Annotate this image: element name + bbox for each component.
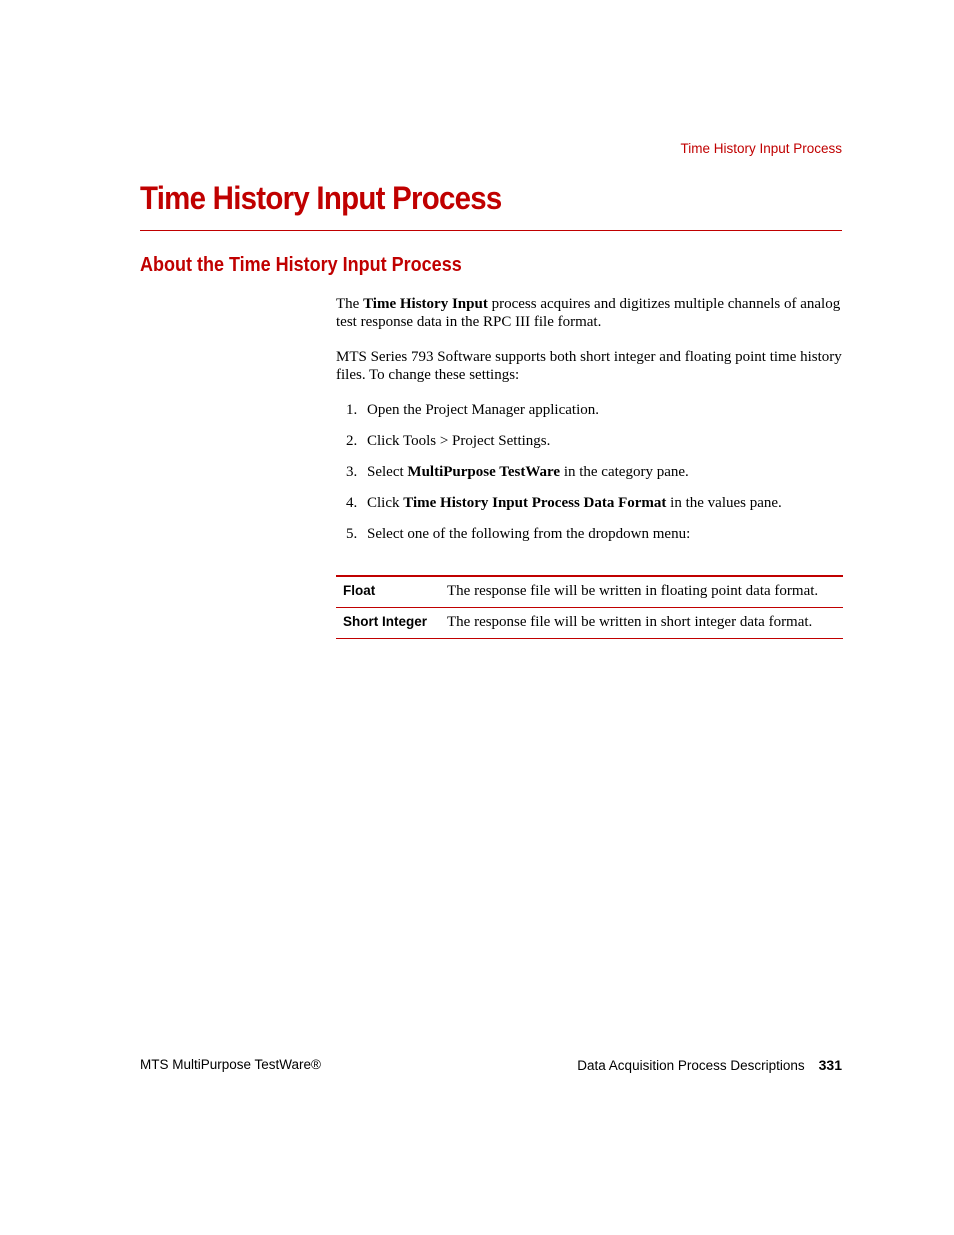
- option-description: The response file will be written in floating point data format.: [447, 583, 819, 599]
- step-text-pre: Select: [367, 464, 408, 480]
- step-text-pre: Open the Project Manager application.: [367, 402, 600, 418]
- intro-paragraph: [336, 295, 842, 331]
- step-text-bold: MultiPurpose TestWare: [407, 464, 561, 480]
- list-item: [346, 432, 842, 463]
- option-description: The response file will be written in short integer data format.: [447, 613, 813, 630]
- intro-text-pre: The: [336, 296, 364, 312]
- step-number: 5.: [346, 526, 358, 542]
- step-number: 1.: [346, 402, 358, 418]
- step-text-bold: Time History Input Process Data Format: [403, 495, 667, 511]
- option-term: Float: [343, 583, 376, 598]
- footer-product-name: MTS MultiPurpose TestWare®: [140, 1057, 321, 1072]
- step-number: 2.: [346, 433, 358, 449]
- footer-chapter-name: Data Acquisition Process Descriptions: [577, 1058, 805, 1073]
- page-number: 331: [818, 1057, 842, 1073]
- title-rule: [140, 230, 842, 231]
- table-row: [336, 607, 843, 638]
- settings-paragraph: MTS Series 793 Software supports both short integer and floating point time history files. To change these settings:: [336, 349, 842, 383]
- step-number: 4.: [346, 495, 358, 511]
- step-text-pre: Click: [367, 495, 404, 511]
- options-table: [336, 575, 843, 639]
- list-item: [346, 494, 842, 525]
- step-text-pre: Select one of the following from the dropdown menu:: [367, 526, 691, 542]
- step-number: 3.: [346, 464, 358, 480]
- step-list: [346, 401, 842, 556]
- step-text-post: in the category pane.: [560, 464, 689, 480]
- list-item: [346, 401, 842, 432]
- section-title: About the Time History Input Process: [140, 254, 462, 276]
- footer-right: [577, 1057, 842, 1073]
- step-text-post: in the values pane.: [666, 495, 782, 511]
- chapter-title: Time History Input Process: [140, 180, 502, 216]
- intro-text-bold: Time History Input: [363, 296, 488, 312]
- list-item: [346, 463, 842, 494]
- intro-text-post: process acquires and digitizes multiple channels of analog test response data in the RPC III file format.: [336, 296, 841, 330]
- step-text-pre: Click Tools > Project Settings.: [367, 433, 551, 449]
- running-header: Time History Input Process: [680, 141, 842, 156]
- table-row: [336, 576, 843, 607]
- option-term: Short Integer: [343, 613, 428, 629]
- list-item: [346, 525, 842, 556]
